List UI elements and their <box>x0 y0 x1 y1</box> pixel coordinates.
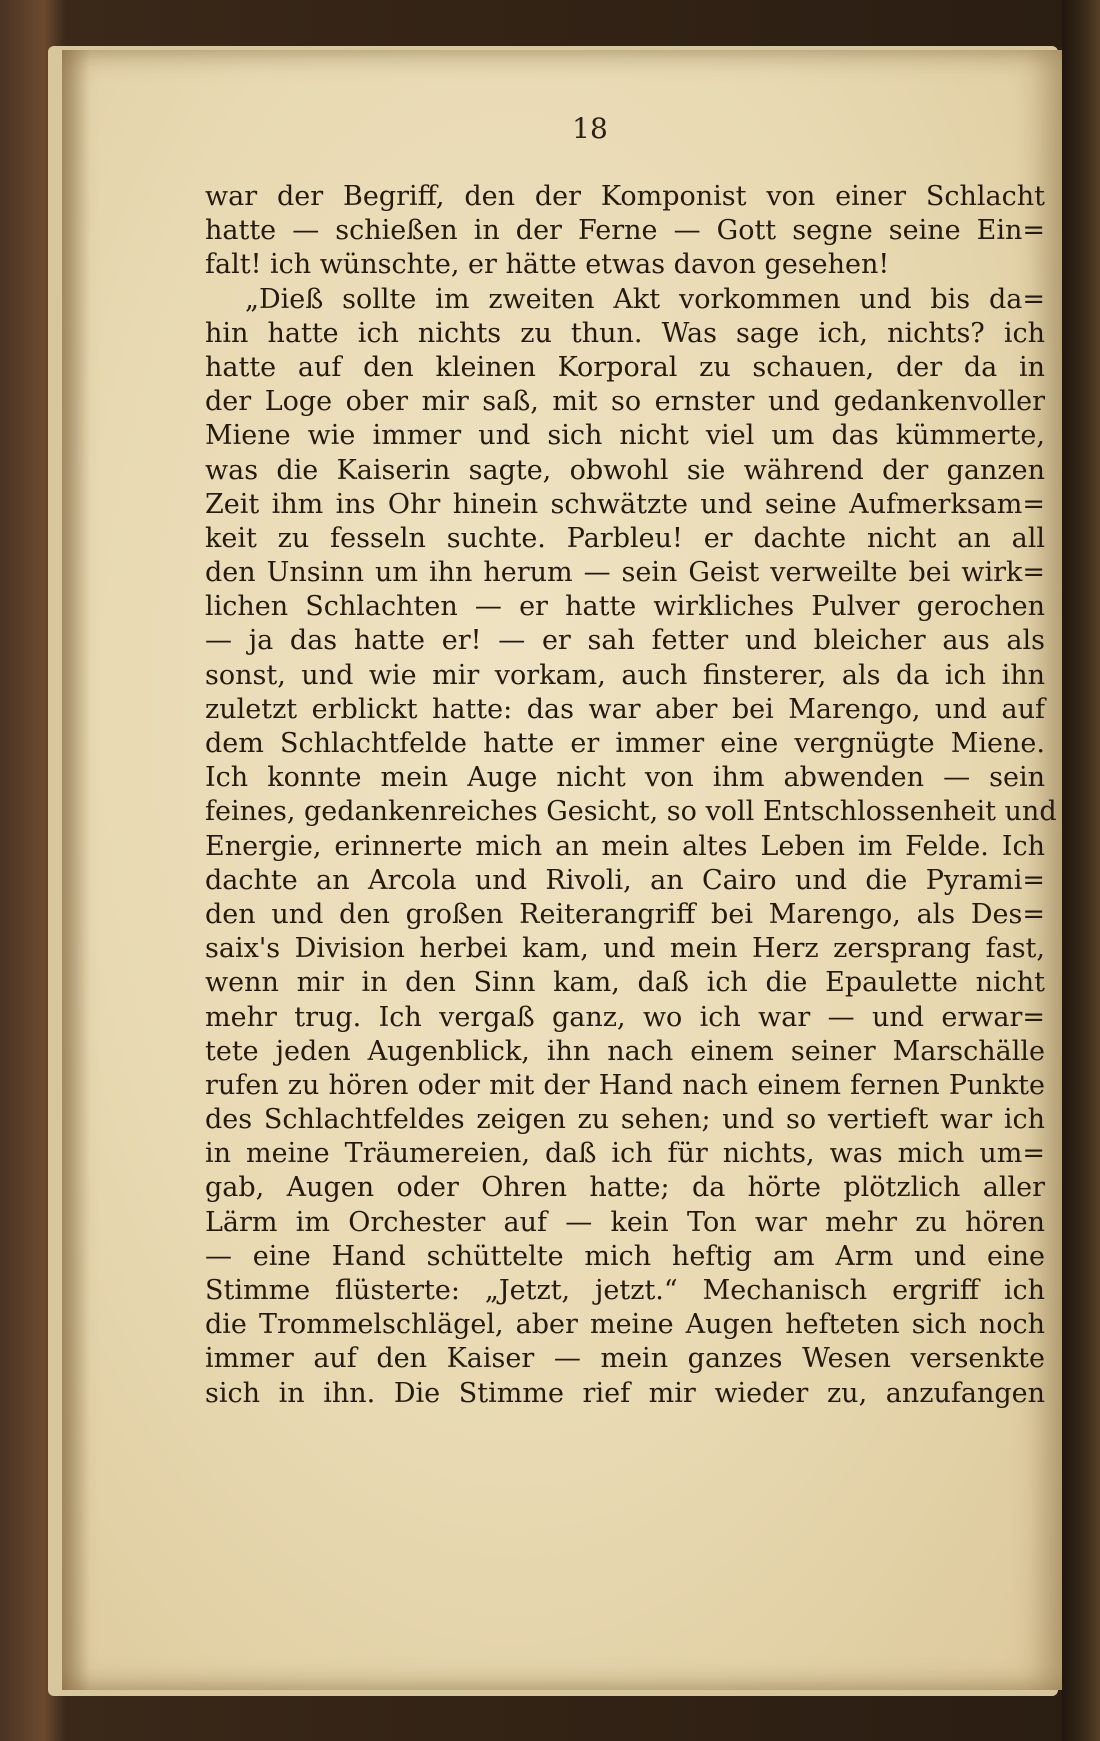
text-line: feines, gedankenreiches Gesicht, so voll Entschlossenheit und <box>205 796 1057 828</box>
book-spine-edge <box>1062 0 1100 1741</box>
text-line: dem Schlachtfelde hatte er immer eine vergnügte Miene. <box>205 728 1045 759</box>
text-line: lichen Schlachten — er hatte wirkliches Pulver gerochen <box>205 591 1045 623</box>
text-line: „Dieß sollte im zweiten Akt vorkommen und bis da= <box>245 283 1045 315</box>
text-line: wenn mir in den Sinn kam, daß ich die Epaulette nicht <box>205 967 1045 999</box>
text-line: Miene wie immer und sich nicht viel um das kümmerte, <box>205 420 1045 452</box>
page-gutter-shadow <box>62 50 90 1690</box>
text-line: — ja das hatte er! — er sah fetter und bleicher aus als <box>205 625 1045 657</box>
text-line: der Loge ober mir saß, mit so ernster und gedankenvoller <box>205 386 1045 418</box>
text-line: hatte — schießen in der Ferne — Gott segne seine Ein= <box>205 215 1045 247</box>
text-line: sonst, und wie mir vorkam, auch finsterer, als da ich ihn <box>205 659 1045 691</box>
text-line: Zeit ihm ins Ohr hinein schwätzte und seine Aufmerksam= <box>205 488 1045 520</box>
text-line: hin hatte ich nichts zu thun. Was sage ich, nichts? ich <box>205 317 1045 349</box>
text-line: Stimme flüsterte: „Jetzt, jetzt.“ Mechanisch ergriff ich <box>205 1275 1045 1306</box>
text-line: des Schlachtfeldes zeigen zu sehen; und so vertieft war ich <box>205 1104 1045 1136</box>
text-line: sich in ihn. Die Stimme rief mir wieder zu, anzufangen <box>205 1377 1045 1409</box>
text-line: war der Begriff, den der Komponist von einer Schlacht <box>205 181 1045 212</box>
page-text <box>205 180 1057 1411</box>
text-line: den und den großen Reiterangriff bei Marengo, als Des= <box>205 898 1045 930</box>
text-line: gab, Augen oder Ohren hatte; da hörte plötzlich aller <box>205 1172 1045 1204</box>
text-line: dachte an Arcola und Rivoli, an Cairo und die Pyrami= <box>205 864 1045 896</box>
text-line: mehr trug. Ich vergaß ganz, wo ich war — und erwar= <box>205 1001 1045 1033</box>
text-line: was die Kaiserin sagte, obwohl sie während der ganzen <box>205 454 1045 486</box>
text-line: den Unsinn um ihn herum — sein Geist verweilte bei wirk= <box>205 557 1045 589</box>
page-number: 18 <box>572 112 608 145</box>
text-line: Ich konnte mein Auge nicht von ihm abwenden — sein <box>205 762 1045 794</box>
text-line: in meine Träumereien, daß ich für nichts, was mich um= <box>205 1138 1045 1170</box>
text-line: saix's Division herbei kam, und mein Herz zersprang fast, <box>205 933 1045 965</box>
text-line: die Trommelschlägel, aber meine Augen hefteten sich noch <box>205 1309 1045 1341</box>
text-line: keit zu fesseln suchte. Parbleu! er dachte nicht an all <box>205 522 1045 554</box>
text-line: Energie, erinnerte mich an mein altes Leben im Felde. Ich <box>205 830 1045 862</box>
text-line: — eine Hand schüttelte mich heftig am Arm und eine <box>205 1240 1045 1272</box>
text-line: hatte auf den kleinen Korporal zu schauen, der da in <box>205 351 1045 383</box>
text-line: rufen zu hören oder mit der Hand nach einem fernen Punkte <box>205 1069 1045 1101</box>
text-line: Lärm im Orchester auf — kein Ton war mehr zu hören <box>205 1206 1045 1238</box>
text-line: falt! ich wünschte, er hätte etwas davon gesehen! <box>205 249 890 281</box>
text-line: immer auf den Kaiser — mein ganzes Wesen versenkte <box>205 1343 1045 1375</box>
text-line: tete jeden Augenblick, ihn nach einem seiner Marschälle <box>205 1035 1045 1067</box>
text-line: zuletzt erblickt hatte: das war aber bei Marengo, und auf <box>205 693 1045 725</box>
